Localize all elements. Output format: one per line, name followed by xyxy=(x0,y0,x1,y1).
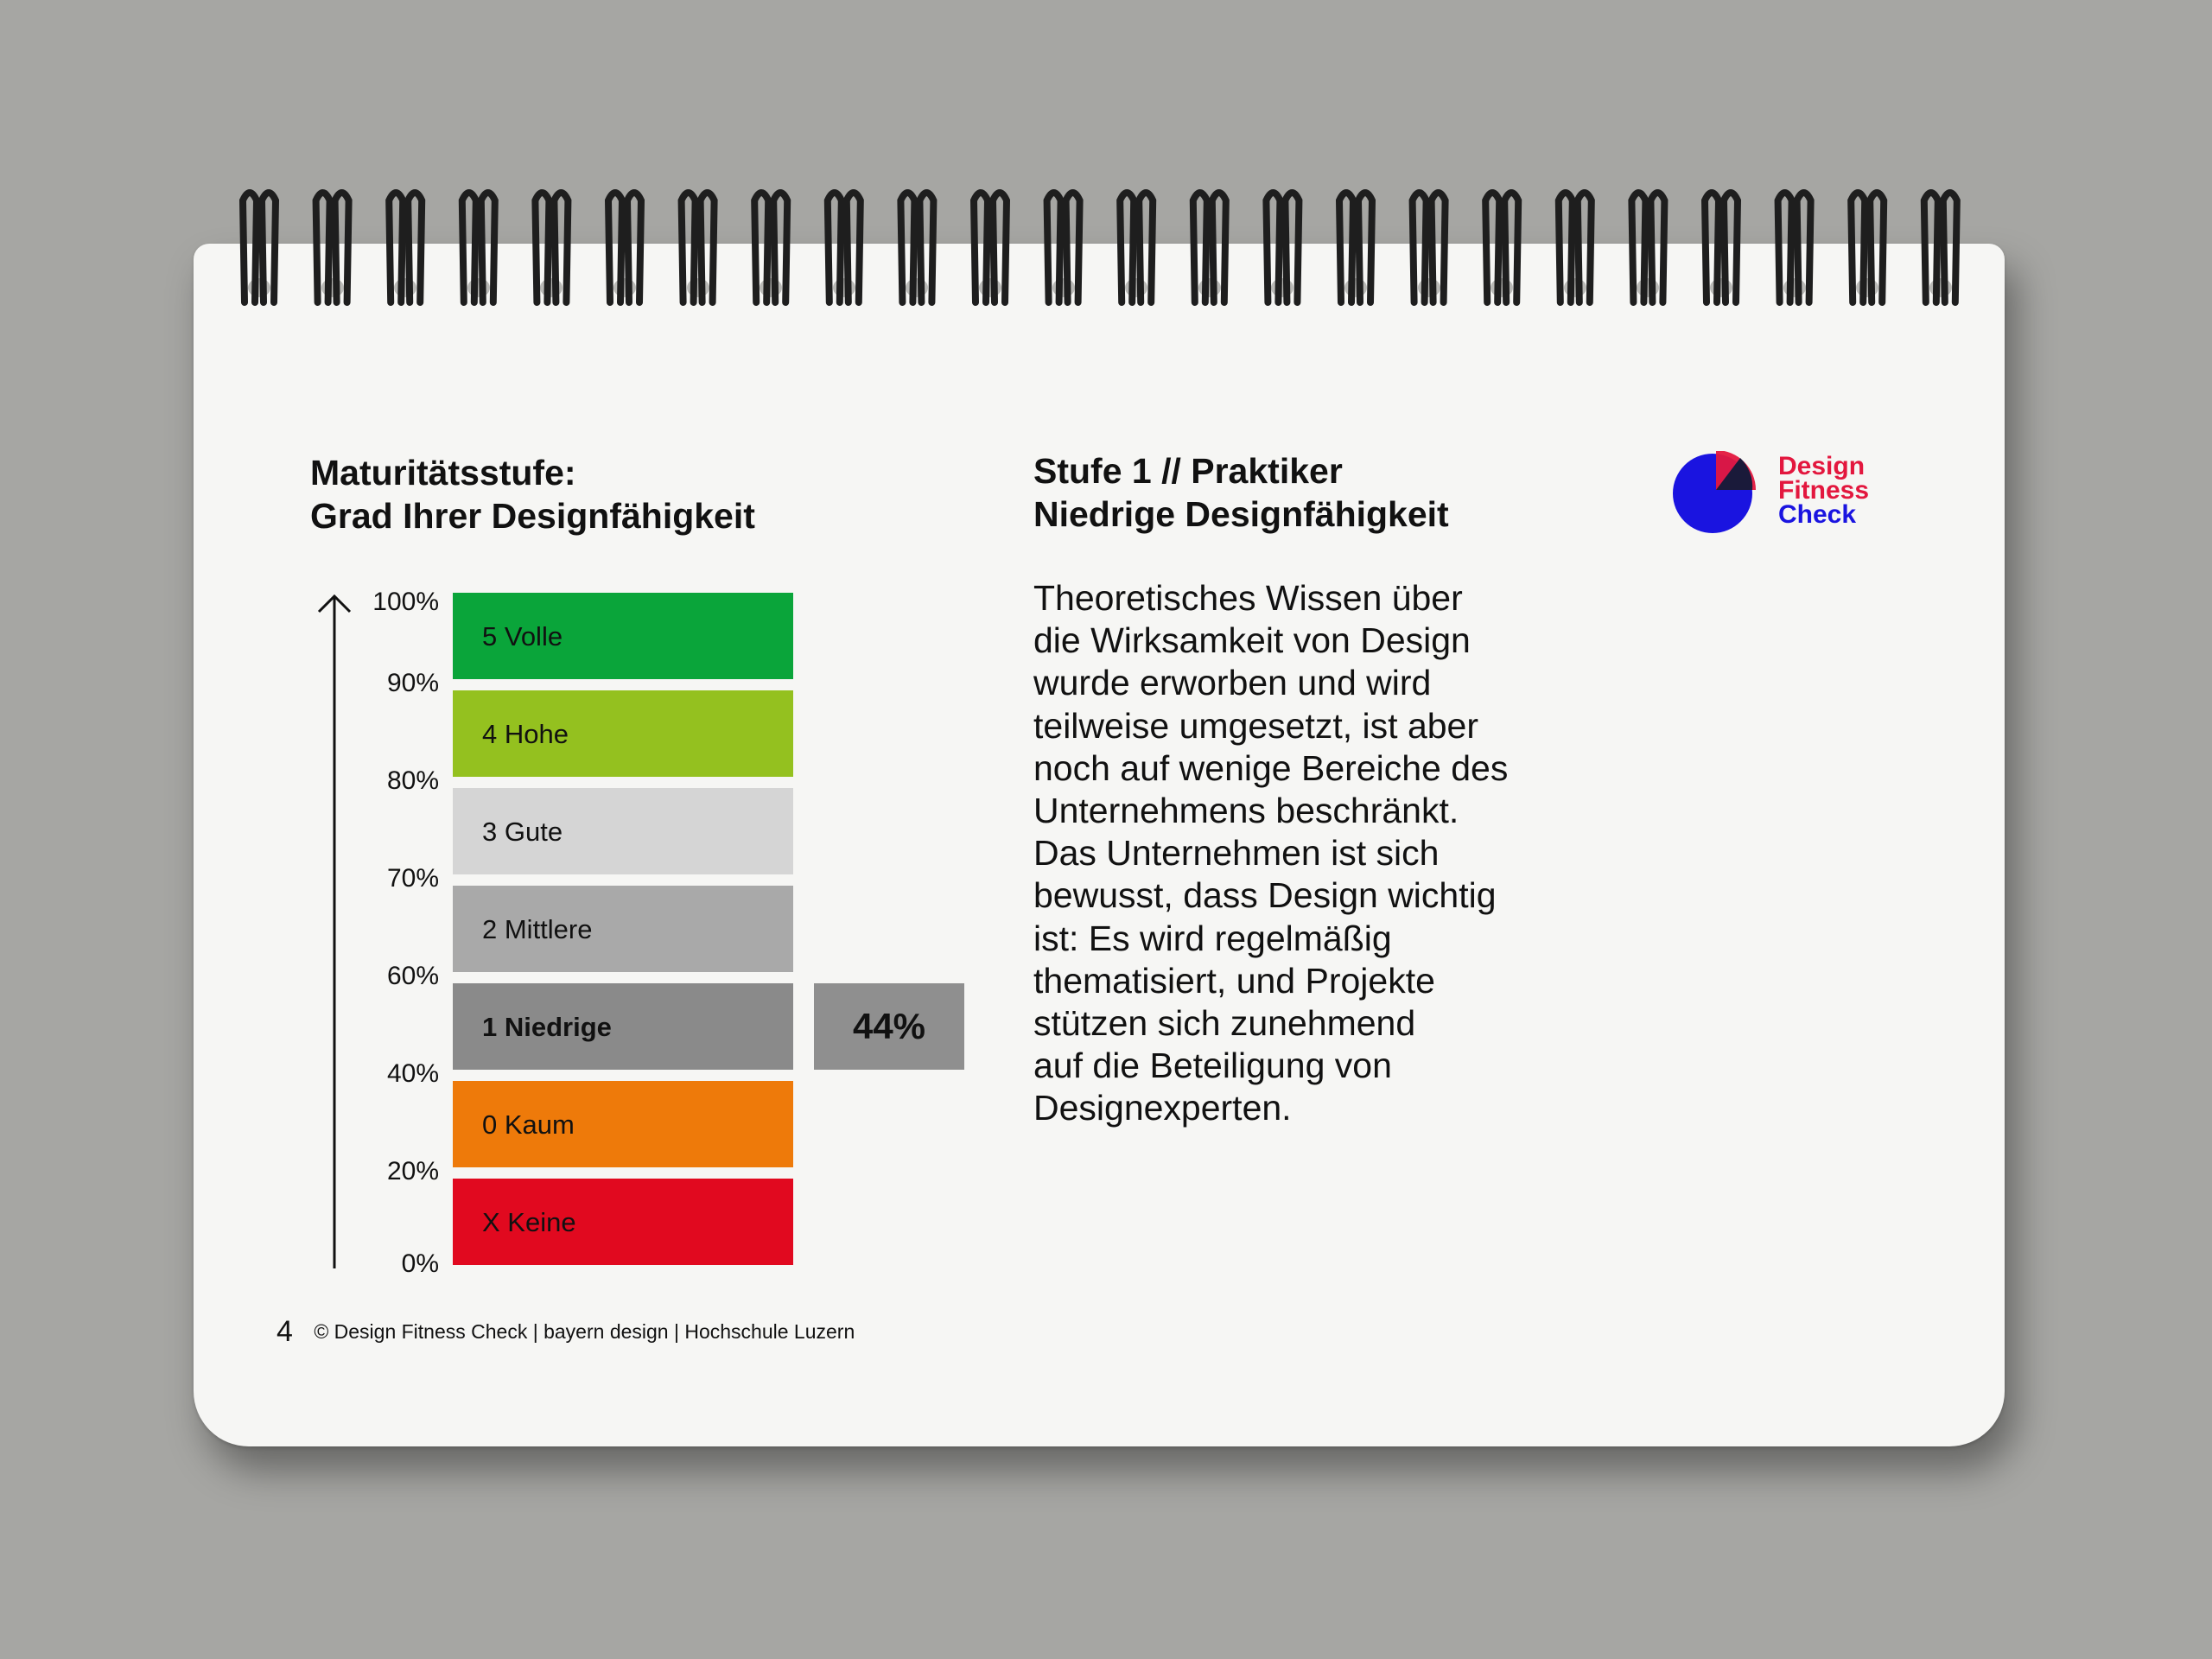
binding-hole xyxy=(979,278,1001,297)
level-bar-label: 3 Gute xyxy=(482,817,563,847)
y-tick-label: 90% xyxy=(386,669,439,697)
level-heading-line1: Stufe 1 // Praktiker xyxy=(1033,451,1343,491)
binding-hole xyxy=(613,278,636,297)
logo-wordmark xyxy=(1778,454,1869,527)
chart-heading xyxy=(310,451,755,537)
level-bar-label: 1 Niedrige xyxy=(482,1012,612,1042)
description-line: Unternehmens beschränkt. xyxy=(1033,791,1459,831)
binding-hole xyxy=(760,278,782,297)
maturity-chart xyxy=(294,579,985,1279)
y-tick-label: 70% xyxy=(386,864,439,893)
description-line: thematisiert, und Projekte xyxy=(1033,960,1435,1001)
binding-hole xyxy=(1929,278,1952,297)
binding-hole xyxy=(394,278,416,297)
binding-hole xyxy=(833,278,855,297)
description-line: noch auf wenige Bereiche des xyxy=(1033,747,1509,788)
binding-hole xyxy=(1564,278,1586,297)
binding-hole xyxy=(1491,278,1513,297)
binding-hole xyxy=(248,278,270,297)
description-line: Das Unternehmen ist sich xyxy=(1033,833,1440,874)
binding-hole xyxy=(540,278,563,297)
binding-hole xyxy=(467,278,490,297)
y-tick-label: 40% xyxy=(386,1059,439,1088)
binding-hole xyxy=(321,278,344,297)
description-line: wurde erworben und wird xyxy=(1033,663,1432,703)
level-bar-label: 4 Hohe xyxy=(482,719,569,749)
y-tick-label: 80% xyxy=(386,766,439,795)
level-heading xyxy=(1033,449,1449,536)
binding-hole xyxy=(906,278,928,297)
binding-hole xyxy=(1052,278,1075,297)
description-line: Theoretisches Wissen über xyxy=(1033,578,1463,618)
binding-hole xyxy=(1856,278,1878,297)
level-description xyxy=(1033,577,1690,1130)
page-number: 4 xyxy=(276,1315,293,1348)
y-tick-label: 100% xyxy=(372,588,439,616)
logo-word-design: Design xyxy=(1778,452,1866,480)
page-footer xyxy=(276,1315,855,1349)
logo-word-check: Check xyxy=(1778,500,1857,529)
chart-heading-line1: Maturitätsstufe: xyxy=(310,453,576,493)
logo-word-fitness: Fitness xyxy=(1778,476,1870,505)
description-line: teilweise umgesetzt, ist aber xyxy=(1033,705,1479,746)
binding-hole xyxy=(1783,278,1806,297)
binding-hole xyxy=(1418,278,1440,297)
binding-hole xyxy=(1637,278,1659,297)
description-line: auf die Beteiligung von xyxy=(1033,1046,1392,1086)
y-tick-label: 60% xyxy=(386,962,439,990)
level-bar-label: 0 Kaum xyxy=(482,1109,575,1140)
binding-hole xyxy=(1271,278,1294,297)
chart-heading-line2: Grad Ihrer Designfähigkeit xyxy=(310,496,755,536)
binding-hole xyxy=(1344,278,1367,297)
level-bar-label: 2 Mittlere xyxy=(482,914,593,944)
binding-hole xyxy=(687,278,709,297)
description-line: stützen sich zunehmend xyxy=(1033,1003,1416,1044)
binding-hole xyxy=(1198,278,1221,297)
description-line: die Wirksamkeit von Design xyxy=(1033,620,1471,661)
level-bar-label: X Keine xyxy=(482,1207,576,1237)
binding-hole xyxy=(1125,278,1147,297)
binding-hole xyxy=(1710,278,1732,297)
binding-holes xyxy=(194,244,2005,313)
level-heading-line2: Niedrige Designfähigkeit xyxy=(1033,494,1449,534)
y-tick-label: 0% xyxy=(401,1249,439,1278)
description-line: Designexperten. xyxy=(1033,1088,1292,1128)
y-tick-label: 20% xyxy=(386,1157,439,1185)
footer-credit: © Design Fitness Check | bayern design | Hochschule Luzern xyxy=(314,1320,855,1343)
description-line: bewusst, dass Design wichtig xyxy=(1033,875,1497,916)
level-bar-label: 5 Volle xyxy=(482,621,563,652)
description-line: ist: Es wird regelmäßig xyxy=(1033,918,1392,958)
score-label: 44% xyxy=(852,1006,926,1046)
